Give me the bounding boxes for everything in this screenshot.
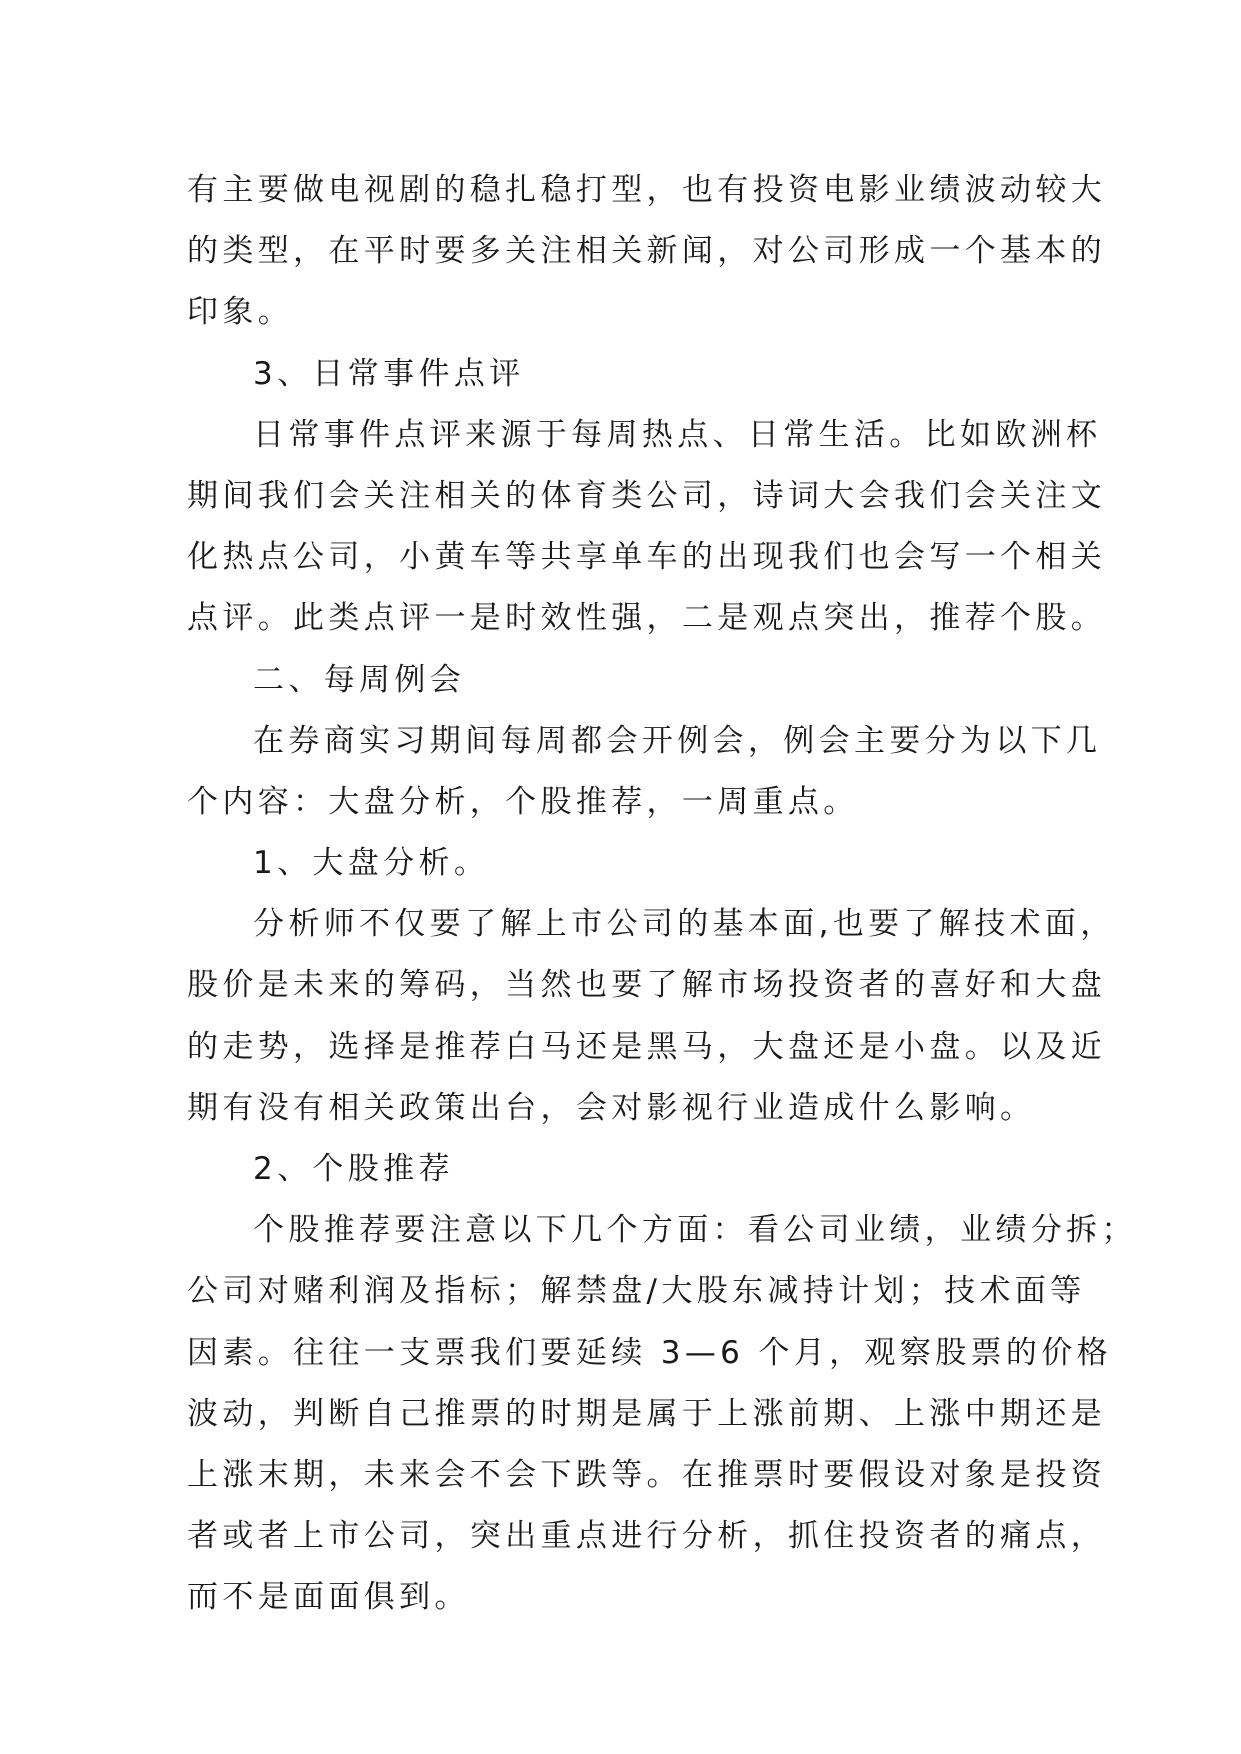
body-text-line: 公司对赌利润及指标；解禁盘/大股东减持计划；技术面等 <box>187 1273 1086 1310</box>
paragraph-start-line: 分析师不仅要了解上市公司的基本面,也要了解技术面， <box>253 906 1116 943</box>
body-text-line: 期间我们会关注相关的体育类公司，诗词大会我们会关注文 <box>187 477 1107 514</box>
section-heading-weekly-meeting: 二、每周例会 <box>253 661 466 698</box>
body-text-line: 而不是面面俱到。 <box>187 1579 470 1616</box>
body-text-line: 者或者上市公司，突出重点进行分析，抓住投资者的痛点， <box>187 1518 1107 1555</box>
body-text-line: 的走势，选择是推荐白马还是黑马，大盘还是小盘。以及近 <box>187 1028 1107 1065</box>
paragraph-start-line: 在券商实习期间每周都会开例会，例会主要分为以下几 <box>253 722 1102 759</box>
section-heading-daily-event-review: 3、日常事件点评 <box>253 355 525 392</box>
body-text-line: 期有没有相关政策出台，会对影视行业造成什么影响。 <box>187 1089 1036 1126</box>
body-text-line: 股价是未来的筹码，当然也要了解市场投资者的喜好和大盘 <box>187 967 1107 1004</box>
body-text-line: 化热点公司，小黄车等共享单车的出现我们也会写一个相关 <box>187 539 1107 576</box>
body-text-line: 波动，判断自己推票的时期是属于上涨前期、上涨中期还是 <box>187 1395 1107 1432</box>
section-heading-market-analysis: 1、大盘分析。 <box>253 845 490 882</box>
body-text-line: 的类型，在平时要多关注相关新闻，对公司形成一个基本的 <box>187 233 1107 270</box>
body-text-line: 因素。往往一支票我们要延续 3—6 个月，观察股票的价格 <box>187 1334 1112 1371</box>
body-text-line: 个内容：大盘分析，个股推荐，一周重点。 <box>187 783 859 820</box>
body-text-line: 点评。此类点评一是时效性强，二是观点突出，推荐个股。 <box>187 600 1107 637</box>
body-text-line: 印象。 <box>187 294 294 331</box>
section-heading-stock-recommendation: 2、个股推荐 <box>253 1151 454 1187</box>
body-text-line: 上涨末期，未来会不会下跌等。在推票时要假设对象是投资 <box>187 1456 1107 1493</box>
document-body <box>187 160 1137 1629</box>
paragraph-start-line: 日常事件点评来源于每周热点、日常生活。比如欧洲杯 <box>253 416 1102 453</box>
paragraph-start-line: 个股推荐要注意以下几个方面：看公司业绩，业绩分拆； <box>253 1212 1137 1249</box>
body-text-line: 有主要做电视剧的稳扎稳打型，也有投资电影业绩波动较大 <box>187 172 1107 208</box>
